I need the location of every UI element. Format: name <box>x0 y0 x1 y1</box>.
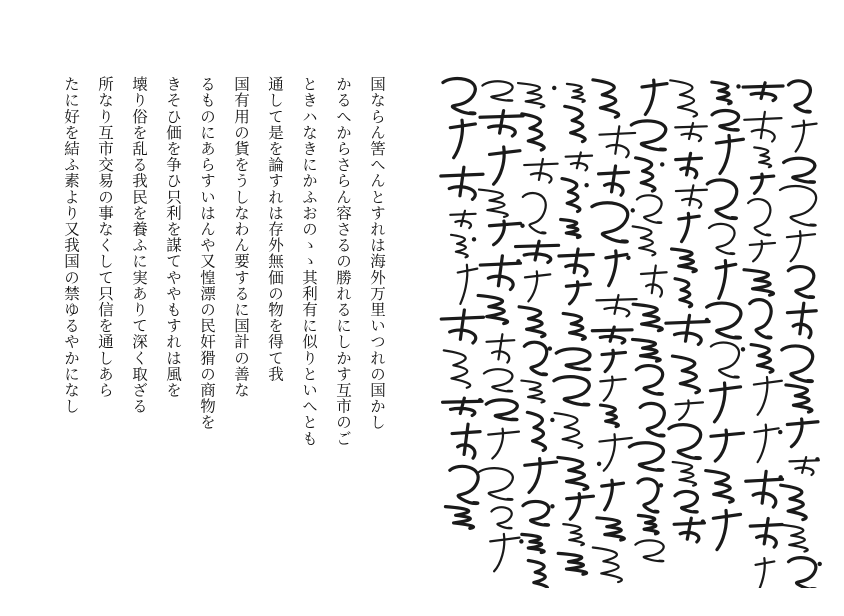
manuscript-column <box>629 80 667 561</box>
transcription-column: ときハなきにかふおのゝゝ其利有に似りといへとも <box>300 76 318 447</box>
brush-stroke <box>516 241 559 262</box>
brush-stroke <box>600 377 625 401</box>
manuscript-column <box>706 82 745 550</box>
brush-stroke <box>490 534 519 571</box>
brush-stroke <box>458 265 478 304</box>
brush-stroke <box>554 377 589 405</box>
brush-stroke <box>750 300 771 338</box>
brush-stroke <box>787 231 815 261</box>
brush-stroke <box>480 256 520 290</box>
brush-stroke <box>674 518 704 542</box>
manuscript-column <box>666 80 709 542</box>
brush-stroke <box>756 558 775 588</box>
manuscript-column <box>478 81 525 571</box>
brush-stroke <box>711 343 739 378</box>
brush-stroke <box>522 114 544 150</box>
manuscript-column <box>592 80 637 582</box>
transcription-column: かるへからさらん容さるの勝れるにしかす互市のご <box>334 76 352 447</box>
brush-dot <box>736 84 740 88</box>
brush-dot <box>626 256 630 260</box>
brush-stroke <box>593 548 622 583</box>
brush-stroke <box>636 158 655 191</box>
brush-stroke <box>555 413 583 448</box>
brush-stroke <box>716 261 736 299</box>
brush-stroke <box>567 84 585 102</box>
transcription-column: たに好を結ふ素より又我国の禁ゆるやかになし <box>62 76 80 415</box>
brush-stroke <box>558 457 588 489</box>
brush-stroke <box>562 179 580 212</box>
brush-stroke <box>602 480 624 510</box>
brush-stroke <box>450 211 475 228</box>
brush-stroke <box>599 166 629 195</box>
brush-stroke <box>751 345 773 373</box>
brush-stroke <box>782 346 813 382</box>
brush-dot <box>478 398 482 402</box>
brush-stroke <box>599 126 635 157</box>
brush-stroke <box>527 412 545 450</box>
brush-stroke <box>792 121 816 152</box>
transcription-column: 通して是を論すれは存外無価の物を得て我 <box>266 76 284 382</box>
brush-stroke <box>675 123 707 141</box>
brush-dot <box>516 259 520 263</box>
manuscript-column <box>743 83 783 588</box>
transcription-column: 所なり互市交易の事なくして只信を通しあら <box>96 76 114 398</box>
brush-stroke <box>633 339 661 361</box>
transcription-column: 壊り俗を乱る我民を養ふに実ありて深く取ざる <box>130 76 148 415</box>
brush-dot <box>584 183 588 187</box>
brush-stroke <box>636 366 662 395</box>
brush-dot <box>815 457 819 461</box>
brush-stroke <box>559 249 593 276</box>
brush-stroke <box>710 383 740 422</box>
brush-stroke <box>631 121 665 150</box>
brush-stroke <box>754 377 782 415</box>
brush-stroke <box>676 185 707 207</box>
brush-stroke <box>599 434 631 470</box>
brush-stroke <box>641 266 667 297</box>
brush-stroke <box>565 106 585 141</box>
brush-stroke <box>750 518 782 547</box>
brush-dot <box>597 462 601 466</box>
brush-stroke <box>746 471 783 507</box>
manuscript-column <box>441 79 484 529</box>
brush-stroke <box>528 560 547 588</box>
brush-stroke <box>637 195 662 223</box>
brush-stroke <box>744 270 773 295</box>
brush-stroke <box>675 279 692 307</box>
brush-stroke <box>787 303 816 337</box>
manuscript-column <box>780 81 822 588</box>
brush-stroke <box>638 515 658 534</box>
brush-stroke <box>561 219 580 237</box>
brush-stroke <box>524 159 557 183</box>
brush-stroke <box>489 221 520 245</box>
brush-stroke <box>478 295 507 323</box>
manuscript-column <box>516 83 559 588</box>
brush-stroke <box>450 120 475 158</box>
brush-stroke <box>781 485 806 519</box>
brush-stroke <box>744 112 781 142</box>
brush-stroke <box>443 79 475 114</box>
brush-stroke <box>712 82 731 104</box>
brush-stroke <box>743 83 783 101</box>
brush-stroke <box>707 180 736 219</box>
brush-dot <box>631 208 635 212</box>
brush-stroke <box>566 282 590 304</box>
brush-stroke <box>669 425 701 459</box>
brush-stroke <box>450 466 478 503</box>
transcription-column: 国ならん筈へんとすれは海外万里いつれの国かし <box>368 76 386 431</box>
brush-stroke <box>601 405 619 427</box>
brush-stroke <box>525 271 550 301</box>
brush-stroke <box>556 349 590 370</box>
brush-stroke <box>788 267 814 298</box>
brush-dot <box>550 504 554 508</box>
brush-stroke <box>452 424 480 458</box>
brush-stroke <box>713 510 740 549</box>
brush-stroke <box>491 507 511 528</box>
brush-stroke <box>638 479 658 512</box>
manuscript-column <box>554 84 601 574</box>
brush-stroke <box>629 443 663 471</box>
brush-dot <box>519 539 523 543</box>
brush-stroke <box>672 356 699 393</box>
brush-stroke <box>519 307 545 337</box>
brush-stroke <box>754 425 778 462</box>
brush-stroke <box>666 315 709 344</box>
brush-stroke <box>444 350 470 387</box>
brush-stroke <box>523 501 549 525</box>
brush-stroke <box>484 369 513 391</box>
brush-dot <box>550 418 554 422</box>
brush-stroke <box>479 190 508 217</box>
brush-stroke <box>787 419 818 447</box>
brush-dot <box>778 475 782 479</box>
brush-stroke <box>606 251 627 286</box>
brush-stroke <box>789 558 816 588</box>
transcription-text <box>22 76 394 516</box>
brush-stroke <box>750 241 775 261</box>
brush-stroke <box>592 203 628 242</box>
brush-stroke <box>563 313 585 339</box>
brush-stroke <box>596 295 636 316</box>
brush-stroke <box>676 153 702 177</box>
brush-stroke <box>451 235 468 258</box>
brush-stroke <box>754 147 771 167</box>
handwritten-manuscript-image <box>430 58 825 588</box>
brush-stroke <box>675 491 697 512</box>
brush-stroke <box>782 525 808 552</box>
brush-stroke <box>789 457 818 475</box>
brush-stroke <box>780 186 816 226</box>
brush-dot <box>818 562 822 566</box>
brush-stroke <box>679 213 699 241</box>
brush-stroke <box>490 147 520 184</box>
transcription-column: 国有用の貨をうしなわん要するに国計の善な <box>232 76 250 398</box>
brush-stroke <box>712 111 738 131</box>
brush-stroke <box>525 459 557 493</box>
brush-dot <box>705 318 709 322</box>
brush-stroke <box>711 430 743 461</box>
brush-stroke <box>602 350 625 371</box>
brush-stroke <box>789 81 811 112</box>
brush-dot <box>701 519 705 523</box>
brush-stroke <box>482 81 512 100</box>
brush-dot <box>472 237 476 241</box>
brush-stroke <box>673 462 696 486</box>
brush-stroke <box>567 494 594 520</box>
brush-stroke <box>672 249 697 272</box>
brush-stroke <box>675 400 702 419</box>
brush-stroke <box>480 111 523 136</box>
brush-stroke <box>487 334 515 362</box>
brush-stroke <box>488 429 519 459</box>
brush-stroke <box>592 327 632 343</box>
brush-stroke <box>522 534 544 552</box>
brush-stroke <box>566 152 592 170</box>
brush-dot <box>778 430 782 434</box>
brush-dot <box>659 483 663 487</box>
brush-stroke <box>635 540 663 561</box>
brush-stroke <box>752 174 774 193</box>
brush-stroke <box>558 553 586 574</box>
brush-stroke <box>445 507 473 529</box>
brush-stroke <box>563 524 584 545</box>
brush-dot <box>520 224 524 228</box>
brush-stroke <box>523 193 546 233</box>
brush-stroke <box>707 303 741 338</box>
brush-stroke <box>633 304 662 330</box>
transcription-column: るものにあらすいはんや又惶漂の民奸猾の商物を <box>198 76 216 431</box>
brush-dot <box>660 162 664 166</box>
transcription-column: きそひ価を争ひ只利を謀てややもすれは風を <box>164 76 182 398</box>
brush-stroke <box>748 199 770 235</box>
brush-stroke <box>670 80 697 116</box>
manuscript-ink <box>430 58 825 588</box>
brush-dot <box>548 346 552 350</box>
brush-dot <box>741 347 745 351</box>
brush-stroke <box>486 400 517 420</box>
brush-dot <box>552 86 556 90</box>
brush-stroke <box>716 135 743 173</box>
brush-stroke <box>709 224 735 254</box>
brush-stroke <box>521 381 544 403</box>
brush-stroke <box>441 310 483 343</box>
brush-stroke <box>786 385 812 412</box>
brush-stroke <box>640 403 664 436</box>
brush-stroke <box>597 518 624 540</box>
brush-stroke <box>633 226 656 255</box>
brush-stroke <box>443 398 482 415</box>
brush-stroke <box>518 83 544 107</box>
brush-stroke <box>784 158 815 182</box>
brush-stroke <box>524 342 546 374</box>
brush-stroke <box>593 80 619 117</box>
brush-stroke <box>479 468 513 500</box>
brush-stroke <box>642 80 667 114</box>
brush-stroke <box>706 471 733 503</box>
brush-stroke <box>441 167 483 199</box>
